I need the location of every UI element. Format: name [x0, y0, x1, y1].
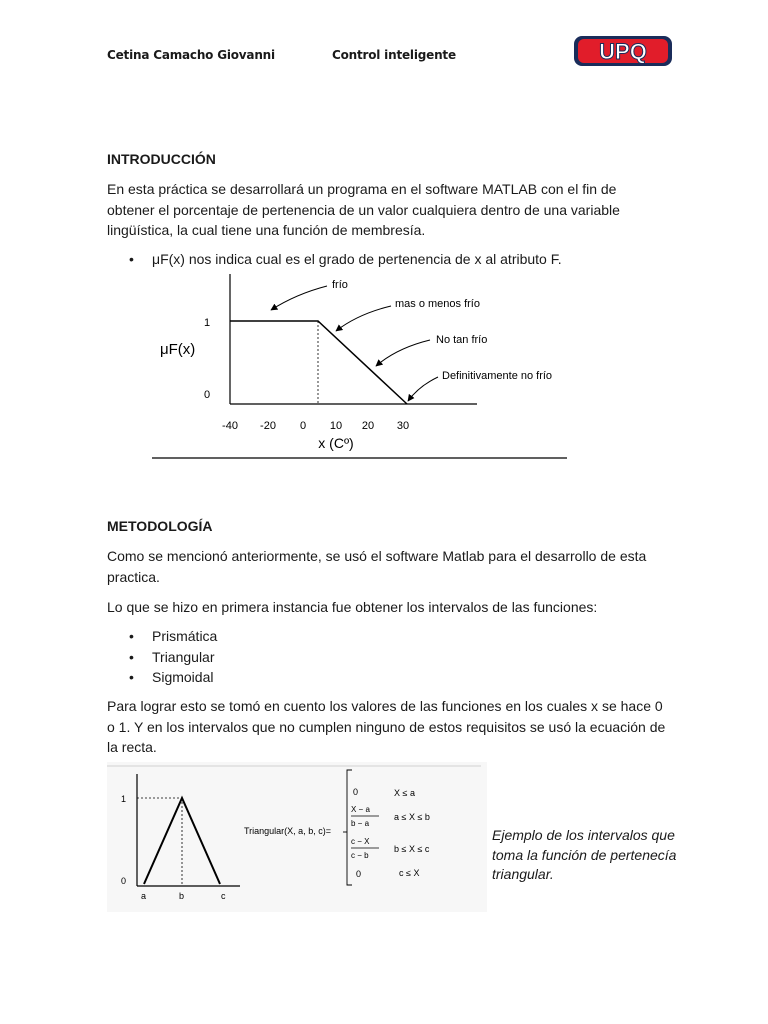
page-header — [107, 39, 677, 70]
x-label-a: a — [141, 891, 147, 901]
case-value: 0 — [356, 869, 362, 879]
annotation-frio: frío — [332, 279, 348, 291]
intro-bullet-text: μF(x) nos indica cual es el grado de pertenencia de x al atributo F. — [152, 251, 562, 267]
intro-title: INTRODUCCIÓN — [107, 151, 216, 167]
y-tick-1: 1 — [121, 794, 127, 804]
function-item: Prismática — [152, 628, 218, 644]
case-denominator: b − a — [351, 819, 370, 828]
list-item — [107, 647, 667, 668]
case-numerator: X − a — [351, 805, 370, 814]
function-item: Triangular — [152, 648, 215, 665]
x-tick-label: 10 — [329, 420, 343, 432]
case-denominator: c − b — [351, 851, 369, 860]
x-label-c: c — [221, 891, 226, 901]
figure-caption: Ejemplo de los intervalos que toma la función de pertenecía triangular. — [492, 827, 677, 882]
bullet-icon: • — [129, 251, 134, 267]
x-tick-label: 20 — [361, 420, 375, 432]
list-item — [107, 249, 667, 270]
y-axis-label: μF(x) — [160, 341, 196, 358]
x-axis-label: x (Cº) — [318, 435, 354, 451]
case-condition: X ≤ a — [394, 788, 415, 798]
x-tick-label: -20 — [260, 420, 276, 432]
case-condition: a ≤ X ≤ b — [394, 812, 430, 822]
function-item: Sigmoidal — [152, 669, 214, 685]
intro-bullet-list — [107, 249, 667, 270]
list-item — [107, 667, 667, 688]
annotation-arrow — [376, 340, 430, 366]
function-list — [107, 626, 667, 688]
header-course: Control inteligente — [332, 48, 456, 62]
annotation-arrow — [271, 286, 327, 310]
case-value: 0 — [353, 787, 359, 797]
x-label-b: b — [179, 891, 185, 901]
x-tick-label: -40 — [222, 420, 238, 432]
bullet-icon: • — [129, 669, 134, 685]
y-tick-0: 0 — [204, 389, 211, 401]
logo-text: UPQ — [599, 39, 647, 64]
y-tick-0: 0 — [121, 876, 127, 886]
y-tick-1: 1 — [204, 317, 211, 329]
case-numerator: c − X — [351, 837, 370, 846]
bullet-icon: • — [129, 648, 134, 665]
annotation-definitivamente: Definitivamente no frío — [442, 370, 553, 382]
list-item — [107, 626, 667, 647]
methodology-paragraph-3: Para lograr esto se tomó en cuento los valores de las funciones en los cuales x se hace 0 o 1. Y en los intervalos que no cumplen ninguno de estos requisitos se usó la ecuación de la recta. — [107, 698, 666, 755]
methodology-paragraph-1: Como se mencionó anteriormente, se usó el software Matlab para el desarrollo de esta practica. — [107, 548, 647, 585]
annotation-arrow — [408, 377, 438, 401]
methodology-title: METODOLOGÍA — [107, 518, 213, 534]
function-label: Triangular(X, a, b, c)= — [244, 826, 331, 836]
intro-paragraph: En esta práctica se desarrollará un programa en el software MATLAB con el fin de obtener el porcentaje de pertenencia de un valor cualquiera dentro de una variable lingüística, la cual tiene una función de membresía. — [107, 181, 620, 238]
membership-function-figure — [140, 270, 580, 462]
header-author: Cetina Camacho Giovanni — [107, 48, 275, 62]
annotation-no-tan: No tan frío — [436, 334, 488, 346]
methodology-paragraph-2: Lo que se hizo en primera instancia fue obtener los intervalos de las funciones: — [107, 599, 598, 615]
annotation-mas-o-menos: mas o menos frío — [395, 298, 480, 310]
x-tick-label: 0 — [299, 420, 307, 432]
triangular-function-figure — [107, 762, 487, 912]
upq-logo — [572, 32, 674, 70]
case-condition: b ≤ X ≤ c — [394, 844, 430, 854]
bullet-icon: • — [129, 628, 134, 644]
case-condition: c ≤ X — [399, 868, 420, 878]
annotation-arrow — [336, 306, 391, 331]
x-tick-label: 30 — [396, 420, 410, 432]
